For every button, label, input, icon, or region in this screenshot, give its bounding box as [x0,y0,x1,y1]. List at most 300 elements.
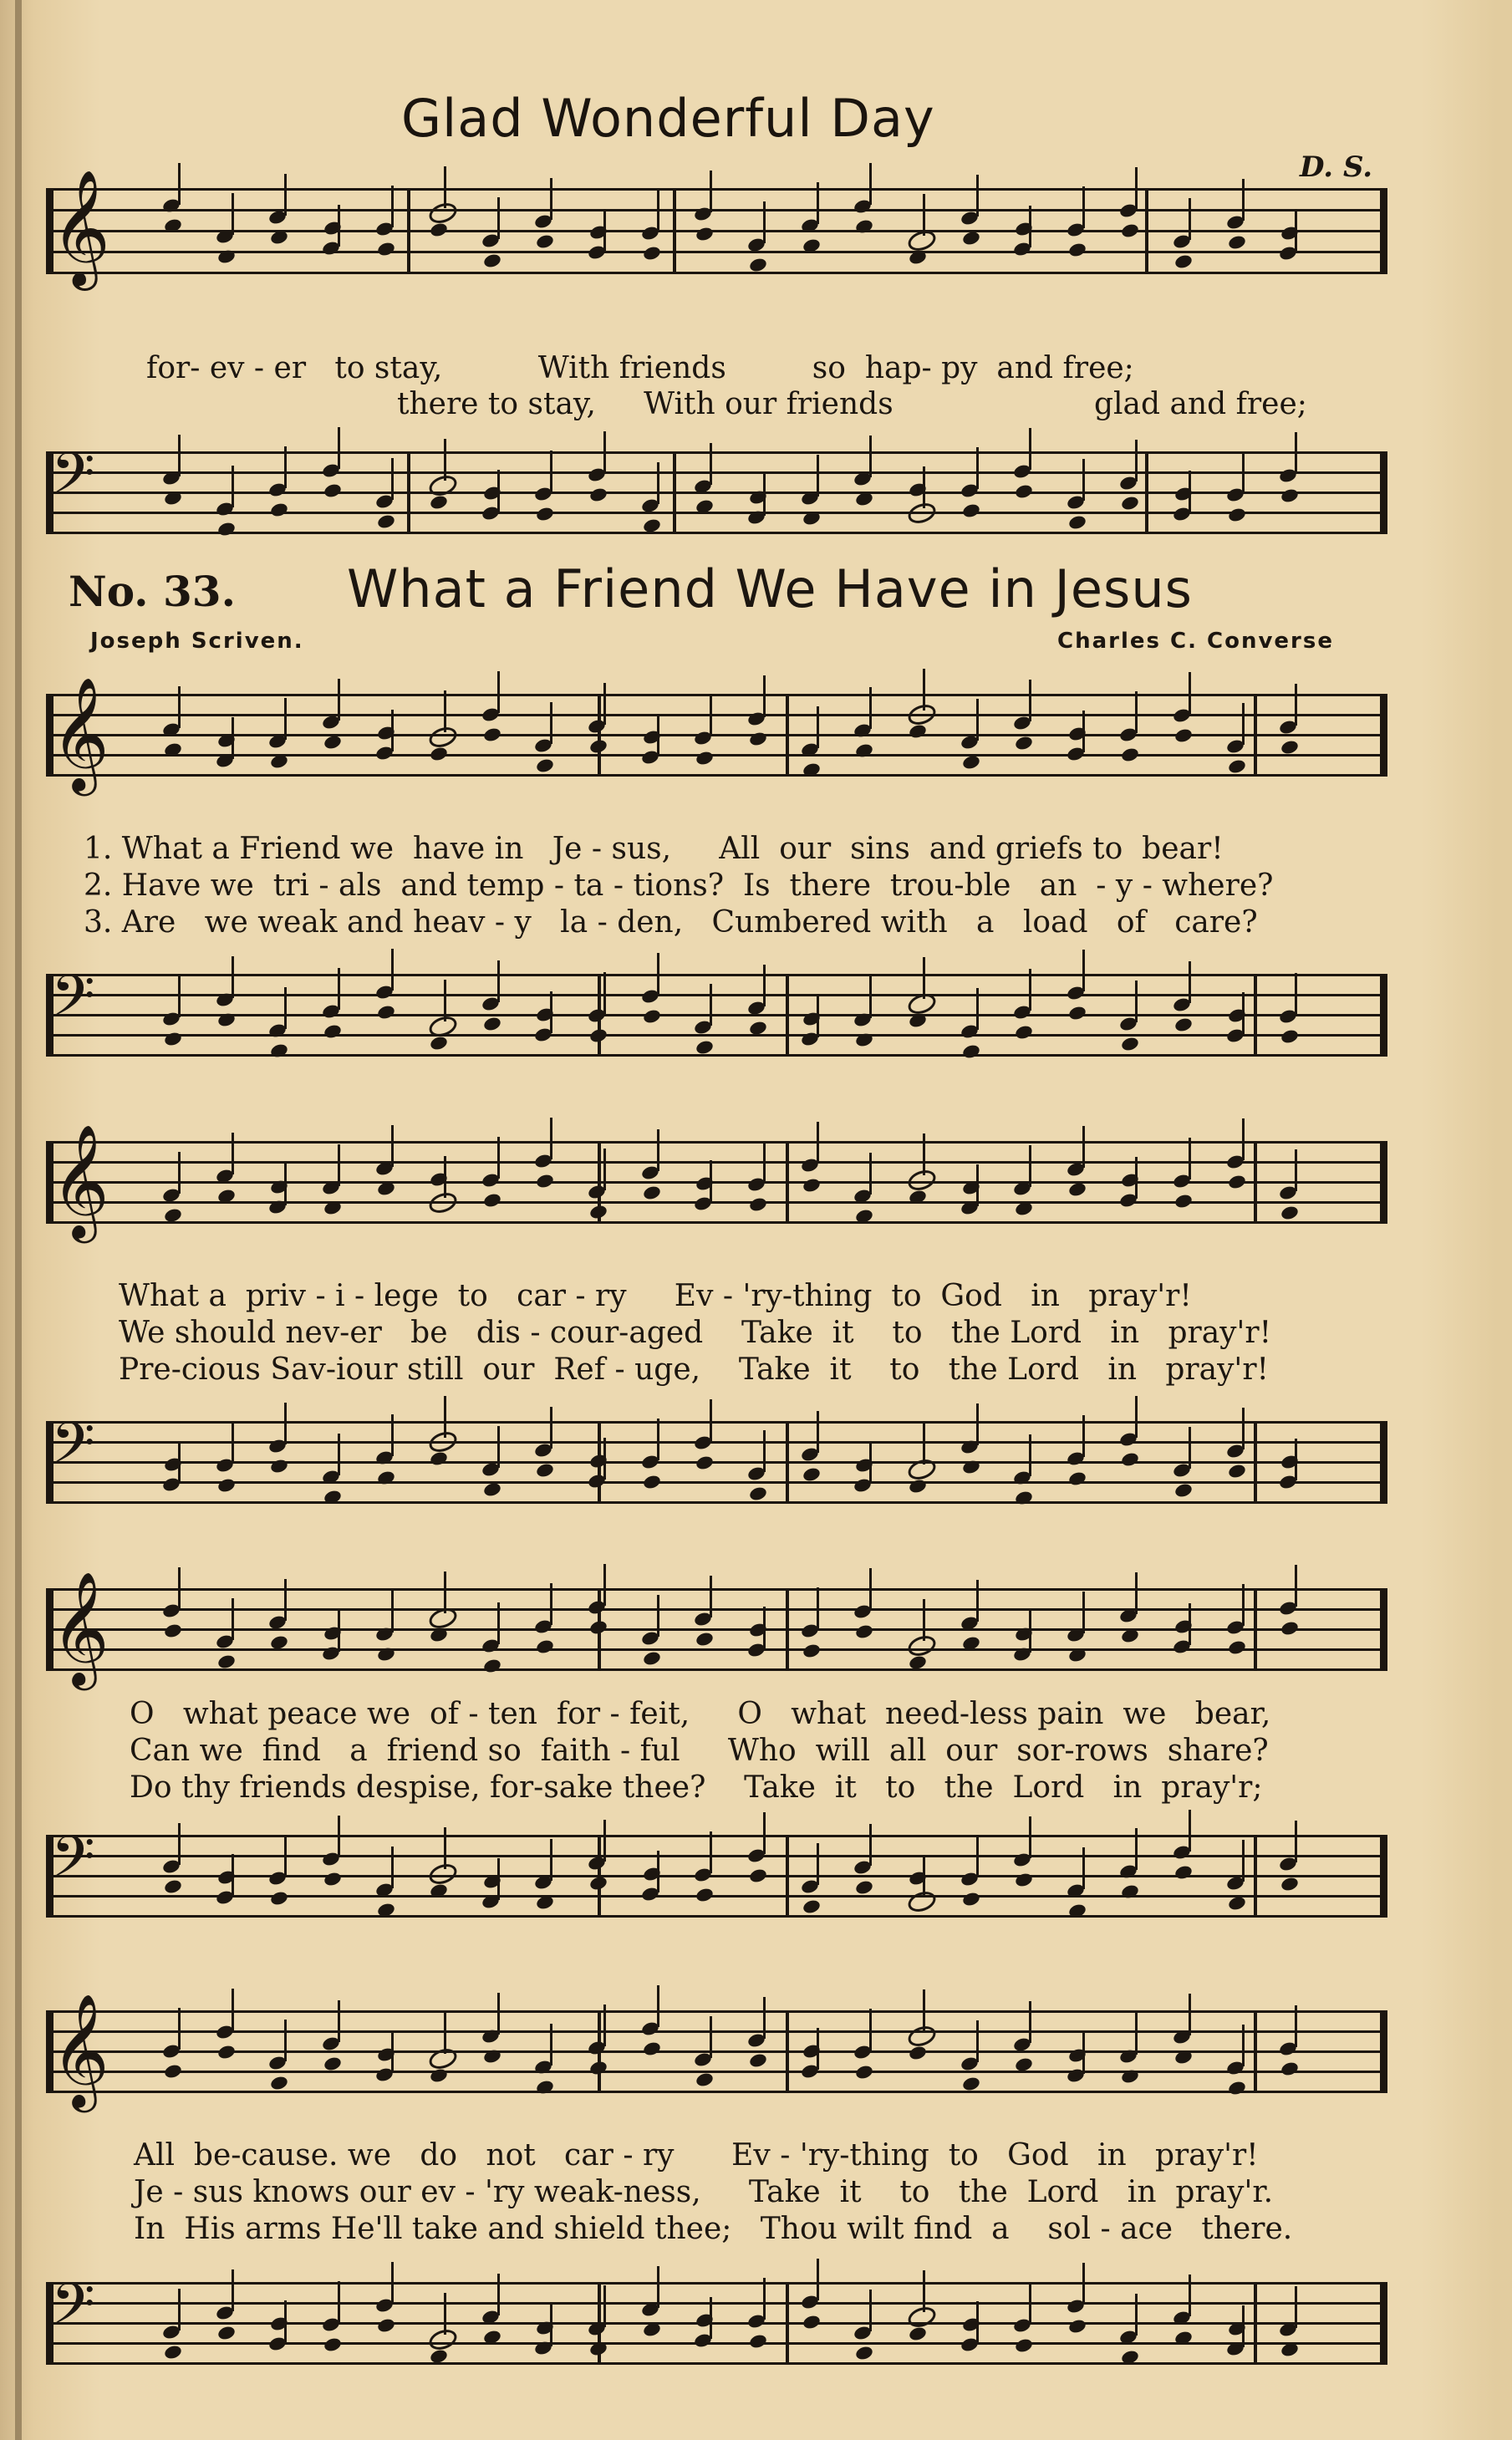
note-head [961,1891,981,1908]
note-head [802,1643,822,1659]
note-head [1173,1482,1194,1499]
note-head [1014,735,1034,751]
note-stem [284,1579,287,1621]
note-head [588,486,608,503]
note-stem [976,175,979,216]
note-head [429,1035,449,1052]
note-stem [1295,1439,1297,1480]
note-head [588,1875,608,1892]
note-stem [869,1153,872,1195]
note-head [1227,1895,1247,1912]
note-stem [444,1827,446,1869]
note-stem [232,956,234,998]
note-head [376,241,396,257]
note-stem [1189,672,1191,714]
note-head [642,1184,662,1201]
note-stem [976,699,979,741]
note-stem [657,462,659,504]
system-2-bass-staff [46,1411,1387,1505]
note-stem [710,1399,712,1441]
note-head [536,757,556,774]
note-stem [603,1820,606,1862]
note-stem [1135,2294,1138,2336]
note-stem [338,1434,340,1475]
prev-treble-staff [46,170,1387,286]
treble-clef-icon: 𝄞 [51,1992,109,2107]
note-stem [1189,1427,1191,1469]
note-head [426,1429,459,1455]
note-stem [710,1576,712,1617]
note-head [163,2344,183,2361]
note-head [748,731,768,747]
note-stem [923,957,925,999]
note-head [269,2075,289,2091]
note-stem [1082,1592,1085,1633]
note-stem [1242,992,1245,1034]
note-stem [603,683,606,725]
note-stem [338,1610,340,1652]
note-stem [1295,2286,1297,2328]
note-stem [1189,1810,1191,1852]
bass-clef-icon: 𝄢 [51,1411,95,1490]
note-stem [178,435,181,476]
note-stem [497,1602,500,1644]
note-stem [444,439,446,481]
note-stem [1029,1145,1031,1187]
note-stem [550,1118,552,1159]
note-stem [1135,440,1138,481]
note-stem [603,209,606,251]
note-stem [232,1133,234,1174]
note-head [163,2063,183,2080]
note-stem [976,447,979,489]
note-stem [1242,1408,1245,1449]
note-stem [603,1438,606,1480]
note-head [695,1454,715,1471]
note-stem [338,1816,340,1857]
note-stem [817,996,819,1037]
system-4-lyric-verse-2: Je - sus knows our ev - 'ry weak-ness, Take it to the Lord in pray'r. [134,2175,1274,2209]
note-head [429,222,449,238]
note-head [802,1177,822,1194]
note-stem [1082,950,1085,991]
note-head [588,738,608,755]
note-head [1173,727,1194,744]
note-stem [391,186,394,227]
note-stem [391,949,394,991]
note-stem [763,1997,766,2039]
note-stem [1295,1565,1297,1607]
note-stem [497,2274,500,2315]
note-stem [550,451,552,492]
note-head [376,1004,396,1021]
note-head [748,2333,768,2350]
note-head [961,230,981,247]
note-head [748,257,768,273]
note-head [908,2325,928,2342]
note-head [1067,1005,1087,1021]
note-stem [976,988,979,1030]
note-stem [391,710,394,751]
note-stem [1082,1126,1085,1168]
note-head [905,1888,938,1915]
note-head [216,2325,237,2341]
note-stem [1189,2274,1191,2316]
note-stem [178,2008,181,2050]
note-stem [550,1583,552,1625]
bass-clef-icon: 𝄢 [51,2272,95,2351]
note-head [695,2071,715,2088]
note-stem [1189,1138,1191,1179]
prev-bass-staff [46,441,1387,535]
note-head [323,1871,343,1887]
note-stem [338,427,340,469]
note-stem [603,972,606,1014]
system-3-lyric-verse-3: Do thy friends despise, for-sake thee? Take it to the Lord in pray'r; [130,1770,1263,1805]
note-stem [497,1993,500,2035]
system-1-lyric-verse-1: 1. What a Friend we have in Je - sus, All our sins and griefs to bear! [84,832,1224,866]
note-stem [550,702,552,744]
bass-clef-icon: 𝄢 [51,1825,95,1904]
note-stem [923,1133,925,1175]
note-stem [444,2293,446,2335]
note-head [905,701,938,728]
note-head [1121,222,1141,239]
note-head [482,1016,502,1032]
note-stem [1135,1572,1138,1614]
note-stem [1242,703,1245,745]
note-stem [710,1831,712,1873]
note-stem [1135,1157,1138,1199]
note-stem [497,1426,500,1468]
system-3-treble-staff [46,1570,1387,1685]
note-stem [763,1607,766,1648]
note-head [748,1867,768,1884]
note-stem [1242,1840,1245,1882]
note-stem [178,1823,181,1865]
note-stem [817,1587,819,1629]
note-stem [1135,1828,1138,1870]
note-head [1280,739,1301,756]
note-stem [710,2297,712,2339]
note-stem [178,1441,181,1483]
note-head [961,1043,981,1060]
note-head [905,1167,938,1194]
note-head [163,1878,183,1895]
note-stem [1135,167,1138,209]
note-stem [232,466,234,507]
note-stem [1135,691,1138,733]
note-head [1227,1639,1247,1656]
note-head [854,2064,874,2081]
note-stem [284,446,287,488]
note-stem [1029,206,1031,247]
note-head [216,1653,237,1670]
note-head [588,1619,608,1636]
note-stem [497,470,500,512]
hymn-number: No. 33. [69,567,236,616]
system-4-lyric-verse-3: In His arms He'll take and shield thee; Thou wilt find a sol - ace there. [134,2212,1293,2246]
note-stem [817,2259,819,2300]
note-stem [338,2000,340,2042]
note-stem [1135,981,1138,1022]
note-head [323,482,343,499]
note-head [802,1898,822,1915]
system-3-bass-staff [46,1825,1387,1918]
note-stem [1295,2005,1297,2047]
note-head [426,724,459,751]
prev-hymn-title: Glad Wonderful Day [401,88,935,149]
note-stem [391,1847,394,1888]
note-stem [710,2016,712,2058]
note-stem [976,2020,979,2062]
note-head [216,1477,237,1494]
note-stem [338,2281,340,2323]
note-head [905,1456,938,1483]
note-stem [657,1595,659,1637]
system-1-bass-staff [46,964,1387,1057]
note-stem [817,455,819,497]
note-head [748,2052,768,2069]
note-head [642,245,662,262]
note-head [1067,2318,1087,2335]
note-head [323,2055,343,2072]
note-stem [391,1591,394,1633]
note-head [1014,483,1034,500]
note-stem [710,984,712,1026]
note-stem [1242,179,1245,221]
note-head [1227,1463,1247,1480]
note-stem [817,1122,819,1164]
note-head [961,502,981,519]
note-stem [869,976,872,1018]
note-stem [817,182,819,224]
dal-segno-marker: D. S. [1300,150,1373,184]
note-stem [657,1419,659,1460]
note-stem [1295,684,1297,726]
note-stem [657,2266,659,2308]
note-head [429,2067,449,2084]
note-stem [338,968,340,1010]
system-3-lyric-verse-2: Can we find a friend so faith - ful Who will all our sor-rows share? [130,1734,1269,1768]
note-stem [763,474,766,516]
note-stem [923,466,925,508]
note-stem [391,1414,394,1456]
note-stem [550,1407,552,1449]
note-stem [657,953,659,995]
note-head [854,1879,874,1896]
note-stem [550,2305,552,2346]
note-head [482,1658,502,1674]
note-head [588,1027,608,1044]
note-stem [1189,471,1191,512]
note-head [482,252,502,269]
note-head [376,2317,396,2334]
note-head [1067,1181,1087,1198]
note-head [1173,1016,1194,1033]
note-head [1173,1864,1194,1881]
note-stem [444,2012,446,2054]
note-stem [550,178,552,220]
prev-lyric-line-1: for- ev - er to stay, With friends so hap- py and free; [146,351,1134,385]
note-stem [869,2290,872,2331]
note-head [802,2314,822,2330]
note-stem [763,1430,766,1472]
note-stem [284,1164,287,1205]
note-stem [1242,2305,1245,2347]
note-stem [1189,1994,1191,2035]
note-stem [338,679,340,721]
note-stem [657,1129,659,1171]
note-head [323,1023,343,1040]
note-head [269,1890,289,1907]
note-stem [1295,210,1297,252]
note-stem [763,675,766,717]
note-head [905,2023,938,2050]
hymn-title: What a Friend We Have in Jesus [347,558,1193,619]
note-stem [1082,711,1085,752]
note-stem [232,2269,234,2311]
note-stem [869,436,872,477]
note-head [908,723,928,740]
note-stem [1029,1611,1031,1653]
note-head [1067,514,1087,531]
note-stem [710,171,712,212]
note-head [1067,242,1087,258]
note-head [1014,1872,1034,1888]
note-stem [232,1989,234,2030]
system-4-lyric-verse-1: All be-cause. we do not car - ry Ev - 'ry-thing to God in pray'r! [134,2138,1259,2173]
note-stem [817,1843,819,1885]
system-2-lyric-verse-2: We should nev-er be dis - cour-aged Take it to the Lord in pray'r! [119,1316,1272,1350]
note-stem [923,2270,925,2312]
note-head [163,1031,183,1047]
note-head [269,502,289,518]
note-stem [284,987,287,1029]
note-head [1227,2080,1247,2096]
system-4-treble-staff [46,1992,1387,2107]
note-stem [1029,2282,1031,2324]
note-head [1227,234,1247,251]
note-stem [1242,451,1245,493]
note-head [426,1189,459,1216]
note-stem [923,194,925,236]
note-head [323,2336,343,2353]
note-stem [444,690,446,732]
note-stem [763,2278,766,2320]
note-stem [1295,973,1297,1015]
note-stem [284,2300,287,2342]
system-1-lyric-verse-2: 2. Have we tri - als and temp - ta - tions? Is there trou-ble an - y - where? [84,869,1274,903]
note-stem [1135,2013,1138,2055]
note-head [854,1623,874,1640]
note-stem [1295,1149,1297,1191]
note-head [695,1039,715,1056]
note-stem [657,714,659,756]
note-stem [763,1812,766,1854]
note-head [323,734,343,751]
note-stem [976,1164,979,1206]
note-head [695,1631,715,1648]
note-head [695,750,715,767]
note-stem [869,1442,872,1484]
note-stem [1082,186,1085,228]
system-1-lyric-verse-3: 3. Are we weak and heav - y la - den, Cumbered with a load of care? [84,905,1258,940]
note-stem [817,1411,819,1453]
note-head [854,2345,874,2361]
note-stem [976,1580,979,1622]
note-head [536,233,556,250]
bass-clef-icon: 𝄢 [51,441,95,521]
note-head [748,1485,768,1502]
note-head [1280,1620,1301,1637]
note-stem [1029,428,1031,470]
composer-credit: Charles C. Converse [1056,629,1334,654]
note-stem [232,193,234,235]
note-stem [603,2004,606,2046]
note-stem [1082,1847,1085,1889]
note-stem [1242,1584,1245,1626]
note-stem [497,671,500,713]
note-stem [603,1149,606,1190]
note-stem [178,2289,181,2330]
note-head [748,1196,768,1213]
note-head [429,494,449,511]
note-stem [444,1156,446,1198]
note-stem [603,1564,606,1606]
note-stem [710,443,712,485]
note-stem [1082,1415,1085,1457]
note-head [1121,1451,1141,1468]
note-stem [1029,969,1031,1011]
note-head [426,200,459,227]
note-head [961,754,981,771]
note-head [642,1650,662,1667]
note-head [482,1481,502,1498]
note-head [1227,758,1247,775]
prev-lyric-line-2: there to stay, With our friends glad and free; [397,387,1307,421]
treble-clef-icon: 𝄞 [51,1123,109,1238]
note-stem [1082,459,1085,501]
note-stem [497,197,500,239]
note-head [695,226,715,242]
note-stem [1029,1434,1031,1476]
note-head [1227,1174,1247,1190]
note-stem [1082,2032,1085,2074]
note-head [426,2045,459,2072]
note-stem [284,1403,287,1444]
note-stem [1189,1603,1191,1645]
note-head [376,513,396,530]
note-stem [338,205,340,247]
lyricist-credit: Joseph Scriven. [90,629,304,654]
note-head [536,1638,556,1655]
note-stem [1029,2001,1031,2043]
note-stem [923,1599,925,1641]
note-stem [550,2024,552,2066]
note-stem [1189,198,1191,240]
note-stem [550,1839,552,1881]
note-stem [923,1989,925,2031]
note-stem [923,669,925,711]
note-stem [391,458,394,500]
note-stem [923,1855,925,1897]
note-stem [497,960,500,1002]
note-stem [657,1985,659,2027]
note-stem [817,706,819,748]
note-head [1227,507,1247,523]
note-head [163,1622,183,1639]
